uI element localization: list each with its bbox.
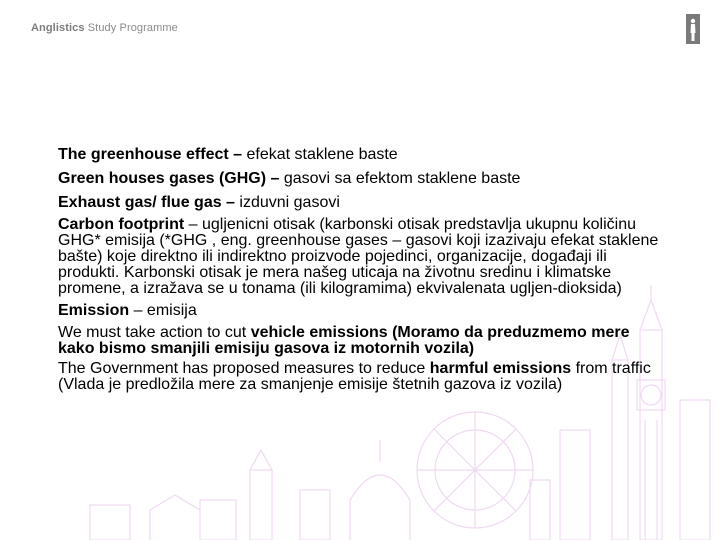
term: Emission bbox=[58, 302, 130, 319]
term: harmful emissions bbox=[429, 360, 572, 377]
paragraph-harmful-emissions bbox=[58, 361, 668, 393]
term: Green houses gases (GHG) – bbox=[58, 170, 280, 187]
brand-name: Anglistics bbox=[31, 22, 85, 34]
definition: – emisija bbox=[129, 302, 197, 319]
definition: – ugljenicni otisak (karbonski otisak predstavlja ukupnu količinu GHG* emisija (*GHG , eng. greenhouse gases – gasovi koji izazivaju efekat staklene bašte) koje direktno ili indirektno proizvode pojedinci, organizacije, događaji ili produkti. Karbonski otisak je mera našeg uticaja na životnu sredinu i klimatske promene, a izražava se u tonama (ili kilogramima) ekvivalenata ugljen-dioksida) bbox=[58, 216, 659, 297]
term: The greenhouse effect – bbox=[58, 146, 243, 163]
paragraph-carbon-footprint bbox=[58, 217, 668, 297]
paragraph-exhaust-gas bbox=[58, 193, 668, 213]
sentence-end: from traffic (Vlada je predložila mere za smanjenje emisije štetnih gazova iz vozila) bbox=[58, 360, 651, 393]
definition: gasovi sa efektom staklene baste bbox=[279, 170, 521, 187]
paragraph-greenhouse-effect bbox=[58, 145, 668, 165]
paragraph-emission bbox=[58, 301, 668, 321]
header bbox=[31, 22, 178, 34]
main-content bbox=[58, 145, 668, 397]
figure-logo-icon bbox=[686, 14, 700, 44]
definition: efekat staklene baste bbox=[242, 146, 398, 163]
definition: izduvni gasovi bbox=[234, 194, 340, 211]
sentence: The Government has proposed measures to reduce bbox=[58, 360, 430, 377]
sentence: We must take action to cut bbox=[58, 324, 251, 341]
term: Carbon footprint bbox=[58, 216, 185, 233]
programme-subtitle: Study Programme bbox=[84, 22, 178, 34]
term: Exhaust gas/ flue gas – bbox=[58, 194, 235, 211]
term: vehicle emissions (Moramo da preduzmemo mere kako bismo smanjili emisiju gasova iz motornih vozila) bbox=[58, 324, 630, 357]
paragraph-vehicle-emissions bbox=[58, 325, 668, 357]
paragraph-greenhouse-gases bbox=[58, 169, 668, 189]
